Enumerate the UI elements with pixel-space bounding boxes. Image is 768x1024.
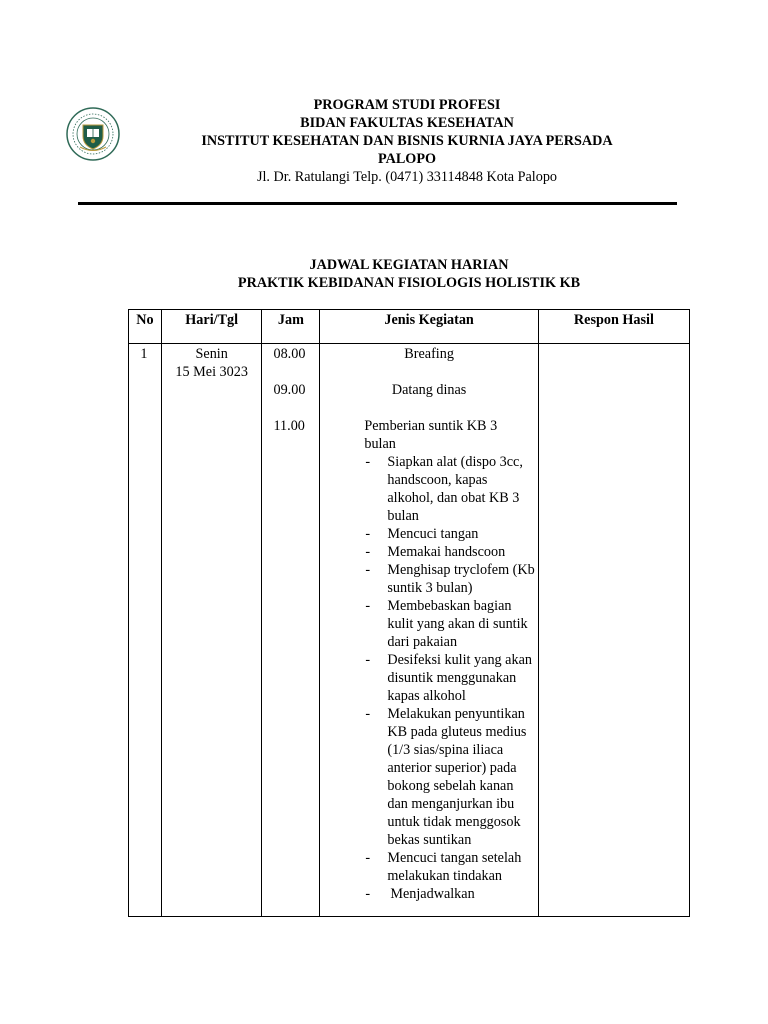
- institution-logo: [66, 107, 120, 161]
- header-jam: Jam: [262, 310, 320, 344]
- activity-briefing: Breafing: [404, 346, 454, 362]
- dash-marker: -: [365, 526, 371, 542]
- list-item: - Menjadwalkan: [365, 886, 475, 902]
- letterhead-line-3: INSTITUT KESEHATAN DAN BISNIS KURNIA JAYA PERSADA: [201, 133, 613, 149]
- list-item: - Desifeksi kulit yang akan disuntik menggunakan kapas alkohol: [365, 652, 532, 704]
- dash-marker: -: [365, 850, 371, 866]
- letterhead-line-1: PROGRAM STUDI PROFESI: [313, 97, 501, 113]
- list-item: - Memakai handscoon: [365, 544, 506, 560]
- cell-no: 1: [129, 344, 162, 917]
- header-jenis-kegiatan: Jenis Kegiatan: [320, 310, 538, 344]
- list-item: - Menghisap tryclofem (Kb suntik 3 bulan): [365, 562, 535, 596]
- cell-date: 15 Mei 3023: [175, 364, 248, 380]
- header-respon-hasil: Respon Hasil: [538, 310, 689, 344]
- list-item: - Mencuci tangan setelah melakukan tindakan: [365, 850, 522, 884]
- cell-jam: [262, 344, 320, 917]
- table-header-row: [129, 310, 690, 344]
- table-row: [129, 344, 690, 917]
- activity-suntik-kb-cont: bulan: [364, 436, 396, 452]
- time-1: 08.00: [273, 346, 306, 362]
- document-title-line-1: JADWAL KEGIATAN HARIAN: [309, 257, 509, 273]
- dash-marker: -: [365, 562, 371, 578]
- dash-marker: -: [365, 652, 371, 668]
- cell-hari-tgl: [161, 344, 262, 917]
- activity-datang-dinas: Datang dinas: [391, 382, 467, 398]
- list-item: - Mencuci tangan: [365, 526, 479, 542]
- dash-marker: -: [365, 598, 371, 614]
- institution-seal-icon: [66, 107, 120, 161]
- letterhead: [140, 96, 674, 186]
- dash-marker: -: [365, 454, 371, 470]
- letterhead-line-4: PALOPO: [377, 151, 437, 167]
- document-title: [128, 256, 690, 292]
- list-item: - Membebaskan bagian kulit yang akan di suntik dari pakaian: [365, 598, 528, 650]
- time-2: 09.00: [273, 382, 306, 398]
- schedule-table: [128, 309, 690, 917]
- header-no: No: [129, 310, 162, 344]
- procedure-steps: [320, 453, 537, 903]
- letterhead-divider: [78, 202, 677, 205]
- dash-marker: -: [365, 706, 371, 722]
- cell-jenis-kegiatan: [320, 344, 538, 917]
- document-title-line-2: PRAKTIK KEBIDANAN FISIOLOGIS HOLISTIK KB: [237, 275, 581, 291]
- time-3: 11.00: [273, 418, 305, 434]
- cell-respon-hasil: [538, 344, 689, 917]
- activity-suntik-kb: Pemberian suntik KB 3: [364, 418, 498, 434]
- list-item: - Siapkan alat (dispo 3cc, handscoon, kapas alkohol, dan obat KB 3 bulan: [365, 454, 523, 524]
- letterhead-line-2: BIDAN FAKULTAS KESEHATAN: [300, 115, 514, 131]
- list-item: - Melakukan penyuntikan KB pada gluteus medius (1/3 sias/spina iliaca anterior superior) pada bokong sebelah kanan dan menganjurkan ibu untuk tidak menggosok bekas suntikan: [365, 706, 527, 848]
- dash-marker: -: [365, 886, 371, 902]
- dash-marker: -: [365, 544, 371, 560]
- header-hari-tgl: Hari/Tgl: [161, 310, 262, 344]
- cell-day: Senin: [195, 346, 228, 362]
- letterhead-address: Jl. Dr. Ratulangi Telp. (0471) 33114848 Kota Palopo: [256, 169, 558, 185]
